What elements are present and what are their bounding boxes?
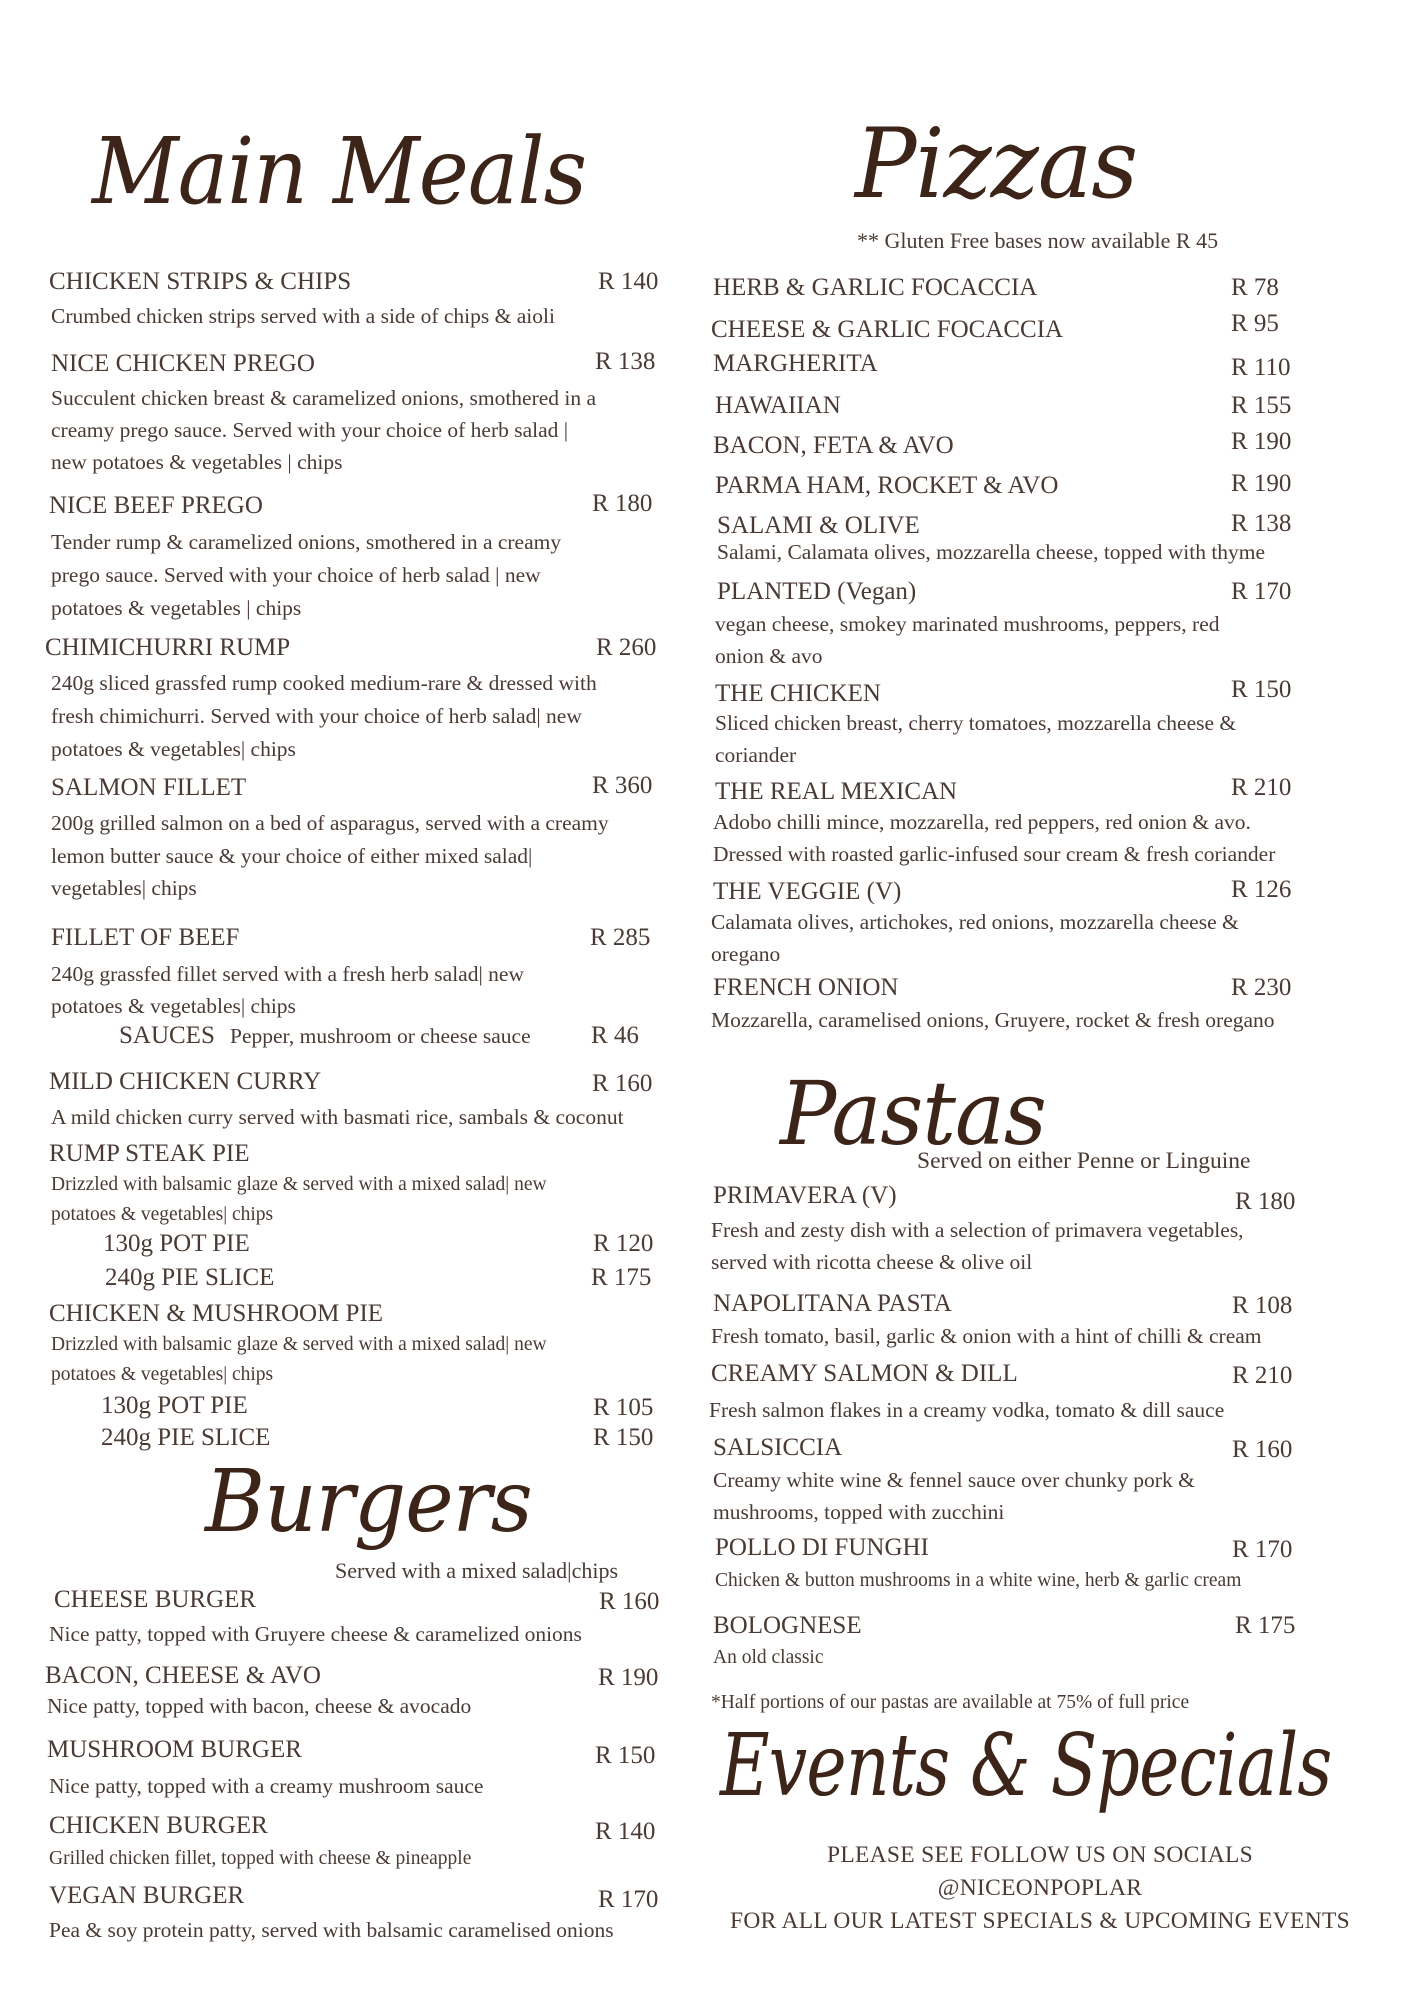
item-desc: Succulent chicken breast & caramelized onions, smothered in a bbox=[51, 386, 597, 410]
item-desc: Fresh salmon flakes in a creamy vodka, tomato & dill sauce bbox=[709, 1398, 1225, 1422]
item-price: R 95 bbox=[1231, 310, 1279, 337]
pastas-heading: Pastas bbox=[780, 1062, 1046, 1165]
item-price: R 138 bbox=[1231, 510, 1292, 537]
item-desc: Grilled chicken fillet, topped with cheese & pineapple bbox=[49, 1848, 472, 1869]
main-meals-heading: Main Meals bbox=[92, 118, 587, 225]
item-name: BACON, FETA & AVO bbox=[713, 432, 954, 459]
item-name: BACON, CHEESE & AVO bbox=[45, 1662, 321, 1689]
item-price: R 175 bbox=[591, 1264, 652, 1291]
item-price: R 140 bbox=[595, 1818, 656, 1845]
item-option: 130g POT PIE bbox=[101, 1392, 248, 1419]
sauces-text: Pepper, mushroom or cheese sauce bbox=[230, 1024, 531, 1048]
item-desc: potatoes & vegetables| chips bbox=[51, 1204, 274, 1225]
item-desc: new potatoes & vegetables | chips bbox=[51, 450, 343, 474]
item-price: R 110 bbox=[1231, 354, 1291, 381]
item-desc: 200g grilled salmon on a bed of asparagus, served with a creamy bbox=[51, 811, 609, 835]
item-desc: Dressed with roasted garlic-infused sour cream & fresh coriander bbox=[713, 842, 1276, 866]
item-desc: Nice patty, topped with bacon, cheese & avocado bbox=[47, 1694, 472, 1718]
item-desc: Tender rump & caramelized onions, smothered in a creamy bbox=[51, 530, 562, 554]
item-desc: Sliced chicken breast, cherry tomatoes, mozzarella cheese & bbox=[715, 711, 1237, 735]
item-name: SALMON FILLET bbox=[51, 774, 247, 801]
item-name: SALAMI & OLIVE bbox=[717, 512, 920, 539]
item-price: R 160 bbox=[1232, 1436, 1293, 1463]
item-name: CHICKEN STRIPS & CHIPS bbox=[49, 268, 352, 295]
item-price: R 155 bbox=[1231, 392, 1292, 419]
item-price: R 120 bbox=[593, 1230, 654, 1257]
item-price: R 160 bbox=[592, 1070, 653, 1097]
item-price: R 46 bbox=[591, 1022, 639, 1049]
item-price: R 150 bbox=[593, 1424, 654, 1451]
item-desc: vegan cheese, smokey marinated mushrooms, peppers, red bbox=[715, 612, 1220, 636]
item-desc: Chicken & button mushrooms in a white wine, herb & garlic cream bbox=[715, 1570, 1242, 1591]
item-name: CHEESE BURGER bbox=[54, 1586, 257, 1613]
item-price: R 210 bbox=[1231, 774, 1292, 801]
item-price: R 108 bbox=[1232, 1292, 1293, 1319]
item-name: MILD CHICKEN CURRY bbox=[49, 1068, 322, 1095]
item-price: R 360 bbox=[592, 772, 653, 799]
item-name: HERB & GARLIC FOCACCIA bbox=[713, 274, 1038, 301]
item-desc: Nice patty, topped with a creamy mushroom sauce bbox=[49, 1774, 484, 1798]
item-price: R 190 bbox=[598, 1664, 659, 1691]
item-desc: Nice patty, topped with Gruyere cheese & caramelized onions bbox=[49, 1622, 582, 1646]
item-desc: Drizzled with balsamic glaze & served with a mixed salad| new bbox=[51, 1174, 547, 1195]
item-name: NICE CHICKEN PREGO bbox=[51, 350, 315, 377]
item-desc: Creamy white wine & fennel sauce over chunky pork & bbox=[713, 1468, 1195, 1492]
item-desc: Crumbed chicken strips served with a side of chips & aioli bbox=[51, 304, 555, 328]
item-price: R 260 bbox=[596, 634, 657, 661]
item-price: R 180 bbox=[1235, 1188, 1296, 1215]
item-name: THE CHICKEN bbox=[715, 680, 881, 707]
item-desc: prego sauce. Served with your choice of herb salad | new bbox=[51, 563, 541, 587]
item-price: R 285 bbox=[590, 924, 651, 951]
item-name: CHICKEN BURGER bbox=[49, 1812, 268, 1839]
item-price: R 170 bbox=[1231, 578, 1292, 605]
item-name: NAPOLITANA PASTA bbox=[713, 1290, 952, 1317]
item-desc: Salami, Calamata olives, mozzarella cheese, topped with thyme bbox=[717, 540, 1266, 564]
item-desc: Calamata olives, artichokes, red onions, mozzarella cheese & bbox=[711, 910, 1239, 934]
item-price: R 170 bbox=[598, 1886, 659, 1913]
item-price: R 140 bbox=[598, 268, 659, 295]
item-name: MUSHROOM BURGER bbox=[47, 1736, 302, 1763]
item-name: FRENCH ONION bbox=[713, 974, 899, 1001]
burgers-heading: Burgers bbox=[205, 1452, 532, 1552]
item-desc: potatoes & vegetables| chips bbox=[51, 1364, 274, 1385]
item-price: R 160 bbox=[599, 1588, 660, 1615]
item-desc: 240g sliced grassfed rump cooked medium-rare & dressed with bbox=[51, 671, 597, 695]
item-desc: coriander bbox=[715, 743, 797, 767]
item-name: CHIMICHURRI RUMP bbox=[45, 634, 291, 661]
item-price: R 180 bbox=[592, 490, 653, 517]
events-line: FOR ALL OUR LATEST SPECIALS & UPCOMING EVENTS bbox=[730, 1908, 1350, 1934]
item-price: R 190 bbox=[1231, 428, 1292, 455]
item-name: CHEESE & GARLIC FOCACCIA bbox=[711, 316, 1064, 343]
item-desc: potatoes & vegetables| chips bbox=[51, 737, 296, 761]
item-desc: An old classic bbox=[713, 1647, 824, 1668]
item-desc: Fresh and zesty dish with a selection of primavera vegetables, bbox=[711, 1218, 1244, 1242]
item-desc: fresh chimichurri. Served with your choice of herb salad| new bbox=[51, 704, 582, 728]
item-name: PARMA HAM, ROCKET & AVO bbox=[715, 472, 1059, 499]
item-price: R 126 bbox=[1231, 876, 1292, 903]
item-name: POLLO DI FUNGHI bbox=[715, 1534, 929, 1561]
item-desc: potatoes & vegetables| chips bbox=[51, 994, 296, 1018]
item-desc: creamy prego sauce. Served with your choice of herb salad | bbox=[51, 418, 569, 442]
events-handle: @NICEONPOPLAR bbox=[937, 1875, 1143, 1901]
events-line: PLEASE SEE FOLLOW US ON SOCIALS bbox=[826, 1842, 1254, 1868]
item-name: SALSICCIA bbox=[713, 1434, 843, 1461]
item-price: R 150 bbox=[595, 1742, 656, 1769]
item-price: R 170 bbox=[1232, 1536, 1293, 1563]
item-desc: onion & avo bbox=[715, 644, 823, 668]
item-price: R 150 bbox=[1231, 676, 1292, 703]
item-desc: potatoes & vegetables | chips bbox=[51, 596, 302, 620]
item-desc: Pea & soy protein patty, served with balsamic caramelised onions bbox=[49, 1918, 614, 1942]
item-name: CHICKEN & MUSHROOM PIE bbox=[49, 1300, 384, 1327]
item-name: MARGHERITA bbox=[713, 350, 878, 377]
item-name: VEGAN BURGER bbox=[49, 1882, 245, 1909]
pizzas-heading: Pizzas bbox=[855, 108, 1138, 220]
item-desc: 240g grassfed fillet served with a fresh herb salad| new bbox=[51, 962, 524, 986]
item-name: CREAMY SALMON & DILL bbox=[711, 1360, 1018, 1387]
item-name: FILLET OF BEEF bbox=[51, 924, 240, 951]
events-heading: Events & Specials bbox=[720, 1716, 1332, 1816]
item-desc: Mozzarella, caramelised onions, Gruyere, rocket & fresh oregano bbox=[711, 1008, 1275, 1032]
item-desc: mushrooms, topped with zucchini bbox=[713, 1500, 1005, 1524]
sauces-label: SAUCES bbox=[119, 1022, 215, 1049]
gluten-free-note: ** Gluten Free bases now available R 45 bbox=[857, 228, 1219, 253]
item-name: THE VEGGIE (V) bbox=[713, 878, 902, 905]
item-price: R 78 bbox=[1231, 274, 1279, 301]
item-name: PRIMAVERA (V) bbox=[713, 1182, 897, 1209]
item-name: THE REAL MEXICAN bbox=[715, 778, 958, 805]
burgers-subtitle: Served with a mixed salad|chips bbox=[335, 1558, 619, 1583]
item-option: 130g POT PIE bbox=[103, 1230, 250, 1257]
item-name: HAWAIIAN bbox=[715, 392, 841, 419]
item-price: R 175 bbox=[1235, 1612, 1296, 1639]
item-desc: oregano bbox=[711, 942, 781, 966]
item-name: PLANTED (Vegan) bbox=[717, 578, 917, 605]
item-desc: lemon butter sauce & your choice of either mixed salad| bbox=[51, 844, 533, 868]
half-portions-note: *Half portions of our pastas are available at 75% of full price bbox=[711, 1692, 1190, 1713]
item-desc: Fresh tomato, basil, garlic & onion with a hint of chilli & cream bbox=[711, 1324, 1262, 1348]
item-desc: Drizzled with balsamic glaze & served with a mixed salad| new bbox=[51, 1334, 547, 1355]
pastas-subtitle: Served on either Penne or Linguine bbox=[917, 1148, 1251, 1174]
item-name: RUMP STEAK PIE bbox=[49, 1140, 250, 1167]
item-price: R 230 bbox=[1231, 974, 1292, 1001]
item-name: BOLOGNESE bbox=[713, 1612, 862, 1639]
item-desc: served with ricotta cheese & olive oil bbox=[711, 1250, 1033, 1274]
item-desc: A mild chicken curry served with basmati rice, sambals & coconut bbox=[51, 1105, 624, 1129]
item-option: 240g PIE SLICE bbox=[105, 1264, 275, 1291]
item-price: R 105 bbox=[593, 1394, 654, 1421]
item-price: R 190 bbox=[1231, 470, 1292, 497]
item-price: R 138 bbox=[595, 348, 656, 375]
item-desc: Adobo chilli mince, mozzarella, red peppers, red onion & avo. bbox=[713, 810, 1251, 834]
item-option: 240g PIE SLICE bbox=[101, 1424, 271, 1451]
item-desc: vegetables| chips bbox=[51, 876, 197, 900]
item-name: NICE BEEF PREGO bbox=[49, 492, 263, 519]
item-price: R 210 bbox=[1232, 1362, 1293, 1389]
